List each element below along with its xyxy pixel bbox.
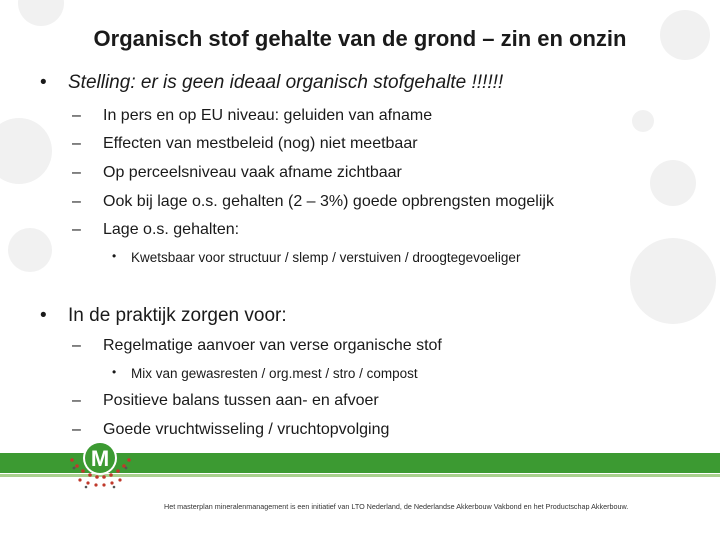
dash-marker: –: [72, 193, 81, 210]
dash-marker: –: [72, 164, 81, 181]
footer-credit-text: Het masterplan mineralenmanagement is een initiatief van LTO Nederland, de Nederlandse Akkerbouw Vakbond en het Productschap Akkerbouw.: [164, 502, 629, 511]
sub-bullet-text: Ook bij lage o.s. gehalten (2 – 3%) goede opbrengsten mogelijk: [103, 193, 554, 210]
dash-marker: –: [72, 392, 81, 409]
dash-marker: –: [72, 337, 81, 354]
slide-title: Organisch stof gehalte van de grond – zin en onzin: [93, 26, 627, 51]
sub-bullet-text: Goede vruchtwisseling / vruchtopvolging: [103, 421, 390, 438]
dash-marker: –: [72, 107, 81, 124]
decorative-circle: [630, 238, 716, 324]
sub-bullet-text: Effecten van mestbeleid (nog) niet meetbaar: [103, 135, 418, 152]
decorative-circle: [632, 110, 654, 132]
sub-sub-bullet-text: Kwetsbaar voor structuur / slemp / verstuiven / droogtegevoeliger: [131, 250, 521, 265]
decorative-circle: [0, 118, 52, 184]
sub-bullet-text: Op perceelsniveau vaak afname zichtbaar: [103, 164, 402, 181]
logo-letter: M: [90, 446, 110, 471]
bullet-text: Stelling: er is geen ideaal organisch stofgehalte !!!!!!: [68, 72, 504, 93]
sub-bullet-text: Positieve balans tussen aan- en afvoer: [103, 392, 379, 409]
bullet-marker: •: [112, 365, 117, 379]
bullet-marker: •: [40, 72, 47, 93]
sub-bullet-text: Lage o.s. gehalten:: [103, 221, 240, 238]
bullet-marker: •: [40, 305, 47, 326]
dash-marker: –: [72, 221, 81, 238]
sub-bullet-text: Regelmatige aanvoer van verse organische stof: [103, 337, 442, 354]
sub-sub-bullet-text: Mix van gewasresten / org.mest / stro / compost: [131, 366, 418, 381]
dash-marker: –: [72, 421, 81, 438]
decorative-circle: [18, 0, 64, 26]
dash-marker: –: [72, 135, 81, 152]
bullet-text: In de praktijk zorgen voor:: [68, 305, 287, 326]
decorative-circle: [8, 228, 52, 272]
decorative-circle: [650, 160, 696, 206]
masterplan-logo-icon: [66, 436, 134, 490]
bullet-marker: •: [112, 249, 117, 263]
sub-bullet-text: In pers en op EU niveau: geluiden van afname: [103, 107, 433, 124]
